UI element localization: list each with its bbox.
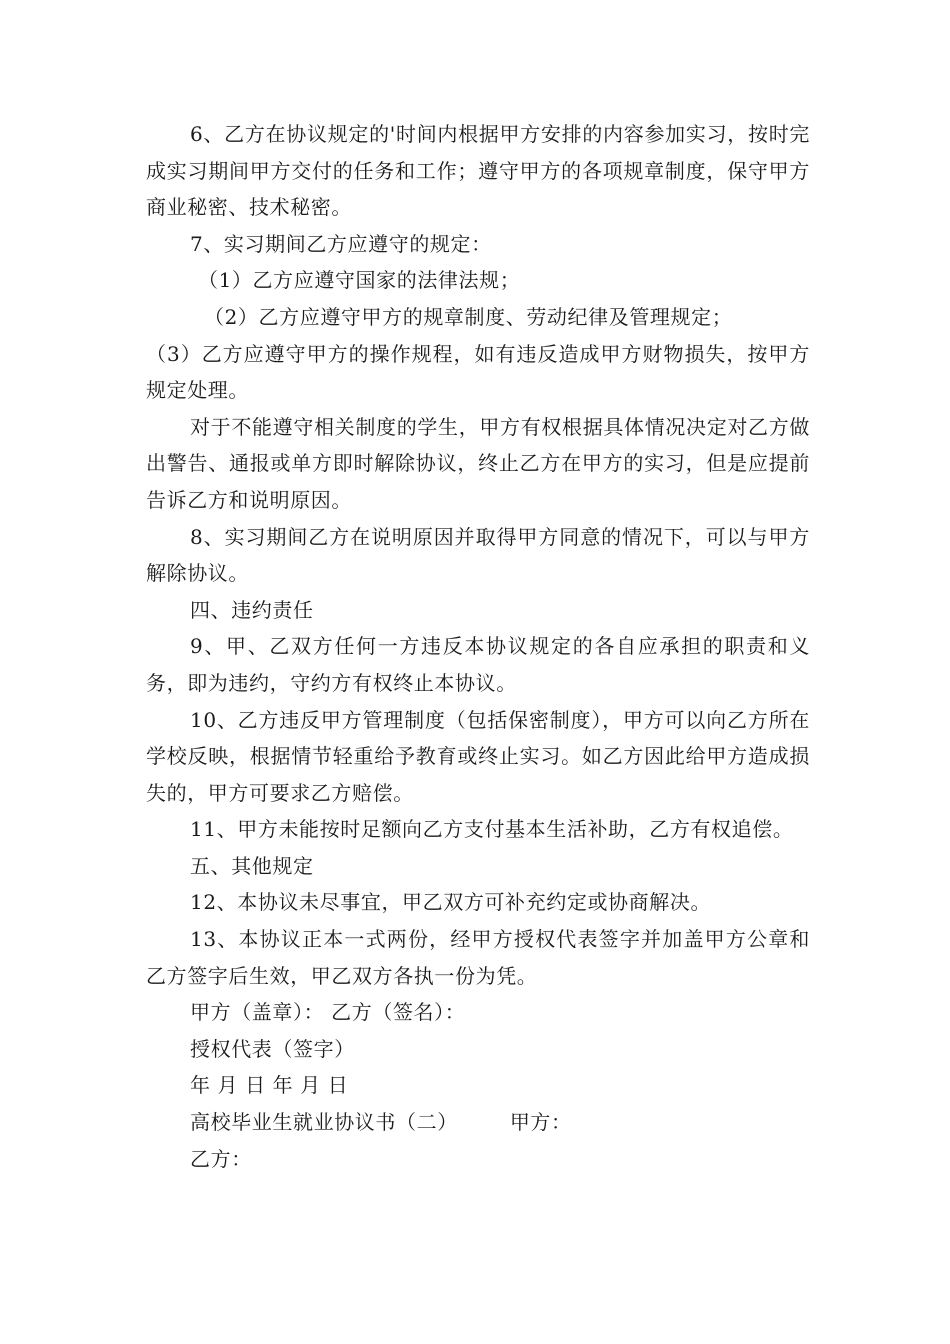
clause-7-consequence: 对于不能遵守相关制度的学生，甲方有权根据具体情况决定对乙方做出警告、通报或单方即时解除协议，终止乙方在甲方的实习，但是应提前告诉乙方和说明原因。 — [146, 414, 810, 512]
party-b-label: 乙方： — [190, 1146, 252, 1171]
party-a-label: 甲方： — [509, 1110, 572, 1135]
agreement-title-line — [146, 1104, 810, 1141]
section-4-heading: 四、违约责任 — [190, 597, 314, 622]
agreement-title: 高校毕业生就业协议书（二） — [190, 1110, 458, 1135]
clause-10: 10、乙方违反甲方管理制度（包括保密制度），甲方可以向乙方所在学校反映，根据情节轻重给予教育或终止实习。如乙方因此给甲方造成损失的，甲方可要求乙方赔偿。 — [146, 707, 810, 805]
signature-labels: 甲方（盖章）： 乙方（签名）： — [190, 1000, 466, 1025]
clause-7-item-3: （3）乙方应遵守甲方的操作规程，如有违反造成甲方财物损失，按甲方规定处理。 — [146, 341, 810, 403]
clause-11: 11、甲方未能按时足额向乙方支付基本生活补助，乙方有权追偿。 — [190, 817, 794, 842]
clause-7-item-2: （2）乙方应遵守甲方的规章制度、劳动纪律及管理规定； — [204, 304, 733, 329]
authorized-rep-label: 授权代表（签字） — [190, 1036, 355, 1061]
clause-8: 8、实习期间乙方在说明原因并取得甲方同意的情况下，可以与甲方解除协议。 — [146, 524, 810, 586]
clause-7-heading: 7、实习期间乙方应遵守的规定： — [190, 231, 492, 256]
clause-13: 13、本协议正本一式两份，经甲方授权代表签字并加盖甲方公章和乙方签字后生效，甲乙双方各执一份为凭。 — [146, 927, 810, 988]
clause-9: 9、甲、乙双方任何一方违反本协议规定的各自应承担的职责和义务，即为违约，守约方有权终止本协议。 — [146, 634, 810, 695]
clause-7-item-1: （1）乙方应遵守国家的法律法规； — [198, 268, 521, 293]
clause-12: 12、本协议未尽事宜，甲乙双方可补充约定或协商解决。 — [190, 890, 712, 915]
section-5-heading: 五、其他规定 — [190, 853, 314, 878]
document-body — [146, 116, 810, 1177]
date-line: 年 月 日 年 月 日 — [190, 1073, 349, 1098]
clause-6: 6、乙方在协议规定的'时间内根据甲方安排的内容参加实习，按时完成实习期间甲方交付的任务和工作；遵守甲方的各项规章制度，保守甲方商业秘密、技术秘密。 — [146, 122, 810, 220]
